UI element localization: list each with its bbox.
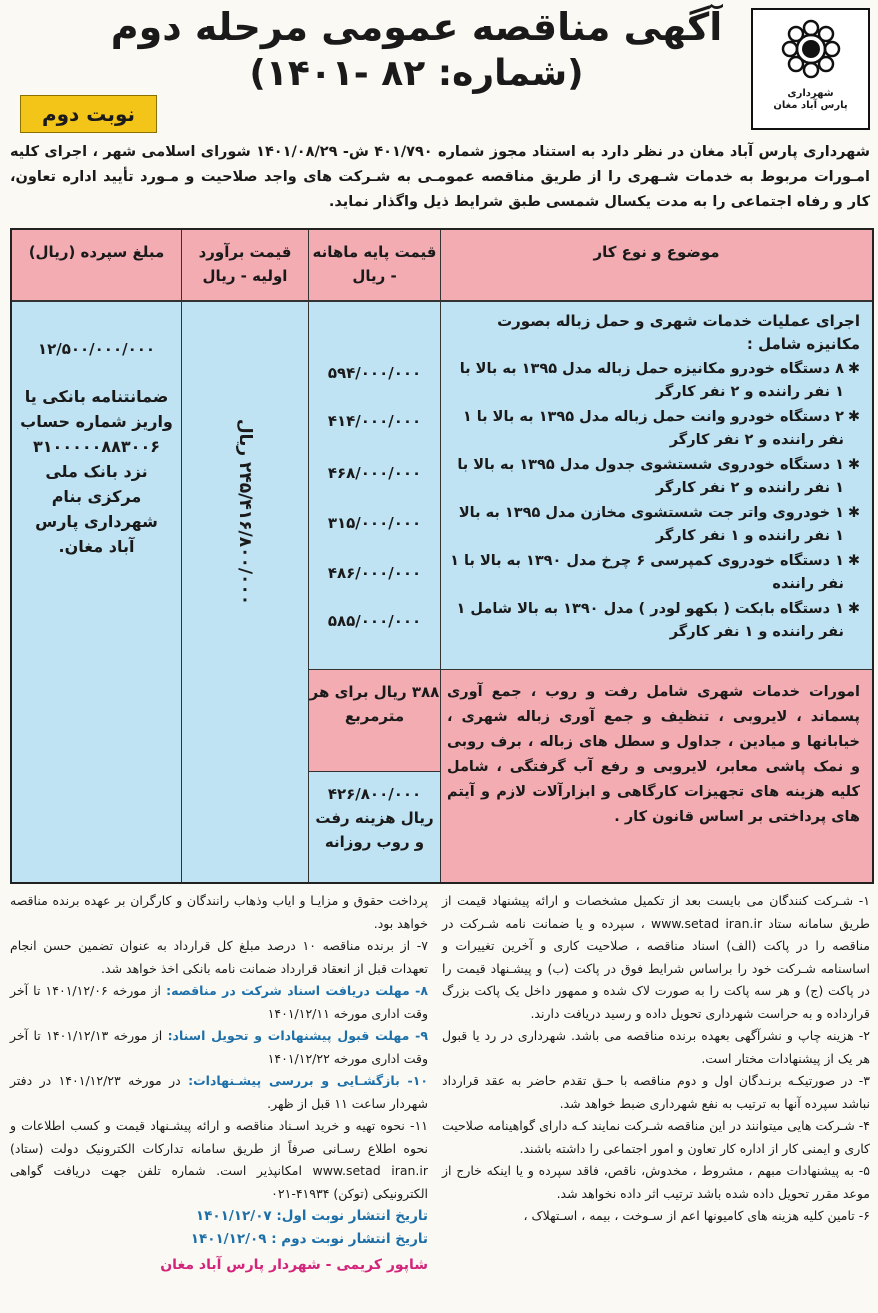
star-icon: ✱ xyxy=(847,553,860,569)
condition-9-text: از مورخه ۱۴۰۱/۱۲/۱۳ تا آخر وقت اداری مورخه ۱۴۰۱/۱۲/۲۲ xyxy=(10,1028,428,1066)
section-b-text: امورات خدمات شهری شامل رفت و روب ، جمع آوری پسماند ، لایروبی ، تنظیف و جمع آوری زباله شهری ، خیابانها و میادین ، جداول و سطل های زباله ، برف روبی و نمک پاشی معابر، لایروبی و رفع آب گرفتگی ، شامل کلیه هزینه های تجهیزات کارگاهی و ابزارآلات لازم و آیتم های پرداختی بر اساس قانون کار . xyxy=(447,684,860,825)
item-text: ۱ دستگاه بابکت ( بکهو لودر ) مدل ۱۳۹۰ به بالا شامل ۱ نفر راننده و ۱ نفر کارگر xyxy=(456,601,844,640)
mayor-signature: شاپور کریمی - شهردار پارس آباد مغان xyxy=(160,1257,428,1273)
condition-9 xyxy=(10,1025,428,1070)
condition-10-text: در مورخه ۱۴۰۱/۱۲/۲۳ در دفتر شهردار ساعت ۱۱ قبل از ظهر. xyxy=(10,1073,428,1111)
list-item xyxy=(447,358,860,404)
section-a-prices xyxy=(308,302,440,670)
header-subject: موضوع و نوع کار xyxy=(440,230,872,302)
condition-4: ۴- شـرکت هایی میتوانند در این مناقصه شـرکت نمایند کـه دارای گواهینامه صلاحیت کاری و ایمنی کار از اداره کار تعاون و امور اجتماعی را داشته باشند. xyxy=(442,1118,870,1156)
list-item xyxy=(447,406,860,452)
price-per-sqm: ۳۸۸ ریال برای هر مترمربع xyxy=(309,683,440,725)
intro-paragraph: شهرداری پارس آباد مغان در نظر دارد به استناد مجوز شماره ۴۰۱/۷۹۰ ش- ۱۴۰۱/۰۸/۲۹ شورای اسلامی شهر ، اجرای کلیه امـورات مربوط به خدمات شـهری را از طریق مناقصه عمومـی به شـرکت های واجد صلاحیت و مـورد تأیید اداره تعاون، کار و رفاه اجتماعی را به مدت یکسال شمسی طبق شرایط ذیل واگذار نماید. xyxy=(10,144,870,210)
section-a-subject xyxy=(440,302,872,670)
star-icon: ✱ xyxy=(847,601,860,617)
item-price: ۵۸۵/۰۰۰/۰۰۰ xyxy=(327,612,422,630)
conditions-left xyxy=(10,890,428,1277)
condition-8 xyxy=(10,980,428,1025)
item-text: ۱ دستگاه خودروی کمپرسی ۶ چرخ مدل ۱۳۹۰ به بالا با ۱ نفر راننده xyxy=(450,553,844,592)
star-icon: ✱ xyxy=(847,361,860,377)
star-icon: ✱ xyxy=(847,505,860,521)
municipality-logo xyxy=(751,8,870,130)
deposit-amount: ۱۲/۵۰۰/۰۰۰/۰۰۰ xyxy=(37,340,156,358)
header-base-price: قیمت پایه ماهانه - ریال xyxy=(308,230,440,302)
condition-8-title: ۸- مهلت دریافت اسناد شرکت در مناقصه: xyxy=(166,983,428,998)
header-estimate: قیمت برآورد اولیه - ریال xyxy=(181,230,308,302)
logo-text-1: شهرداری xyxy=(787,88,834,99)
condition-6: ۶- تامین کلیه هزینه های کامیونها اعم از سـوخت ، بیمه ، اسـتهلاک ، xyxy=(523,1208,870,1223)
publish-date-1: تاریخ انتشار نوبت اول: ۱۴۰۱/۱۲/۰۷ xyxy=(195,1208,428,1224)
estimate-value: ۲۴۵/۴۱۶/۸۰۰/۰۰۰ ریال xyxy=(235,418,255,606)
condition-5: ۵- به پیشنهادات مبهم ، مشروط ، مخدوش، ناقص، فاقد سپرده و یا اینکه خارج از موعد مقرر تحویل داده شده باشد ترتیب اثر داده نخواهد شد. xyxy=(442,1163,870,1201)
section-b-price-2 xyxy=(308,772,440,882)
round-badge: نوبت دوم xyxy=(20,95,157,133)
deposit-cell xyxy=(12,302,181,882)
condition-1: ۱- شـرکت کنندگان می بایست بعد از تکمیل مشخصات و ارائه پیشنهاد قیمت از طریق سامانه ستاد www.setad iran.ir ، سپرده و یا ضمانت نامه شـرکت در مناقصه را در پاکت (الف) اسناد مناقصه ، صلاحیت کاری و آخرین تغییرات و اساسنامه شـرکت خود را براساس شرایط فوق در پاکت (ب) و پیشـنهاد قیمت را در پاکت (ج) و هر سه پاکت را به صورت لاک شده و ممهور داخل یک پاکت بزرگ قرارداده و به حراست شهرداری تحویل داده و رسید دریافت دارند. xyxy=(442,893,870,1021)
deposit-text: ضمانتنامه بانکی یا واریز شماره حساب ۳۱۰۰۰۰۰۸۸۳۰۰۶ نزد بانک ملی مرکزی بنام شهرداری پارس آباد مغان. xyxy=(20,387,173,556)
section-b-price-1 xyxy=(308,670,440,772)
star-icon: ✱ xyxy=(847,409,860,425)
section-a-title: اجرای عملیات خدمات شهری و حمل زباله بصورت مکانیزه شامل : xyxy=(497,312,860,353)
estimate-cell xyxy=(181,302,308,882)
item-text: ۱ دستگاه خودروی شستشوی جدول مدل ۱۳۹۵ به بالا با ۱ نفر راننده و ۲ نفر کارگر xyxy=(457,457,844,496)
condition-8-text: از مورخه ۱۴۰۱/۱۲/۰۶ تا آخر وقت اداری مورخه ۱۴۰۱/۱۲/۱۱ xyxy=(10,983,428,1021)
notice-number: (شماره: ۸۲ -۱۴۰۱) xyxy=(249,53,584,94)
notice-title: آگهی مناقصه عمومی مرحله دوم xyxy=(110,5,723,49)
list-item xyxy=(447,454,860,500)
condition-7: ۷- از برنده مناقصه ۱۰ درصد مبلغ کل قرارداد به عنوان تضمین حسن انجام تعهدات قبل از انعقاد قرارداد ضمانت نامه بانکی اخذ خواهد شد. xyxy=(10,938,429,976)
item-text: ۲ دستگاه خودرو وانت حمل زباله مدل ۱۳۹۵ به بالا با ۱ نفر راننده و ۲ نفر کارگر xyxy=(462,409,844,448)
condition-9-title: ۹- مهلت قبول پیشنهادات و تحویل اسناد: xyxy=(167,1028,428,1043)
condition-10-title: ۱۰- بازگشـایی و بررسی پیشـنهادات: xyxy=(188,1073,428,1088)
section-b-subject xyxy=(440,670,872,882)
condition-6-cont: پرداخت حقوق و مزایـا و ایاب وذهاب رانندگان و کارگران بر عهده برنده مناقصه خواهد بود. xyxy=(10,893,428,931)
header-deposit: مبلغ سپرده (ریال) xyxy=(12,230,181,302)
municipality-emblem-icon xyxy=(778,16,844,82)
condition-2: ۲- هزینه چاپ و نشرآگهی بعهده برنده مناقصه می باشد. شهرداری در رد یا قبول هر یک از پیشنهادات مختار است. xyxy=(442,1028,870,1066)
price-daily: ۴۲۶/۸۰۰/۰۰۰ ریال هزینه رفت و روب روزانه xyxy=(315,785,434,851)
item-price: ۴۶۸/۰۰۰/۰۰۰ xyxy=(327,464,422,482)
item-price: ۴۸۶/۰۰۰/۰۰۰ xyxy=(327,564,422,582)
item-price: ۴۱۴/۰۰۰/۰۰۰ xyxy=(327,412,422,430)
publish-date-2: تاریخ انتشار نوبت دوم : ۱۴۰۱/۱۲/۰۹ xyxy=(190,1230,428,1247)
conditions-right xyxy=(442,890,870,1228)
star-icon: ✱ xyxy=(847,457,860,473)
condition-3: ۳- در صورتیکـه برنـدگان اول و دوم مناقصه با حـق تقدم حاضر به عقد قرارداد نباشد سپرده آنها به ترتیب به نفع شهرداری ضبط خواهد شد. xyxy=(442,1073,870,1111)
tender-table xyxy=(10,228,874,884)
item-price: ۳۱۵/۰۰۰/۰۰۰ xyxy=(327,514,422,532)
item-price: ۵۹۴/۰۰۰/۰۰۰ xyxy=(327,364,422,382)
list-item xyxy=(447,502,860,548)
item-text: ۱ خودروی واتر جت شستشوی مخازن مدل ۱۳۹۵ به بالا ۱ نفر راننده و ۱ نفر کارگر xyxy=(458,505,844,544)
condition-10 xyxy=(10,1070,428,1115)
list-item xyxy=(447,598,860,644)
list-item xyxy=(447,550,860,596)
logo-text-2: پارس آباد مغان xyxy=(773,100,848,111)
item-text: ۸ دستگاه خودرو مکانیزه حمل زباله مدل ۱۳۹۵ به بالا با ۱ نفر راننده و ۲ نفر کارگر xyxy=(459,361,844,400)
condition-11: ۱۱- نحوه تهیه و خرید اسـناد مناقصه و ارائه پیشـنهاد قیمت و کسب اطلاعات و نحوه اطلاع رسـانی صرفاً از طریق سامانه تدارکات الکترونیک دولت (ستاد) www.setad iran.ir امکانپذیر است. شماره تلفن جهت دریافت گواهی الکترونیکی (توکن) ۴۱۹۳۴-۰۲۱ xyxy=(10,1118,428,1201)
